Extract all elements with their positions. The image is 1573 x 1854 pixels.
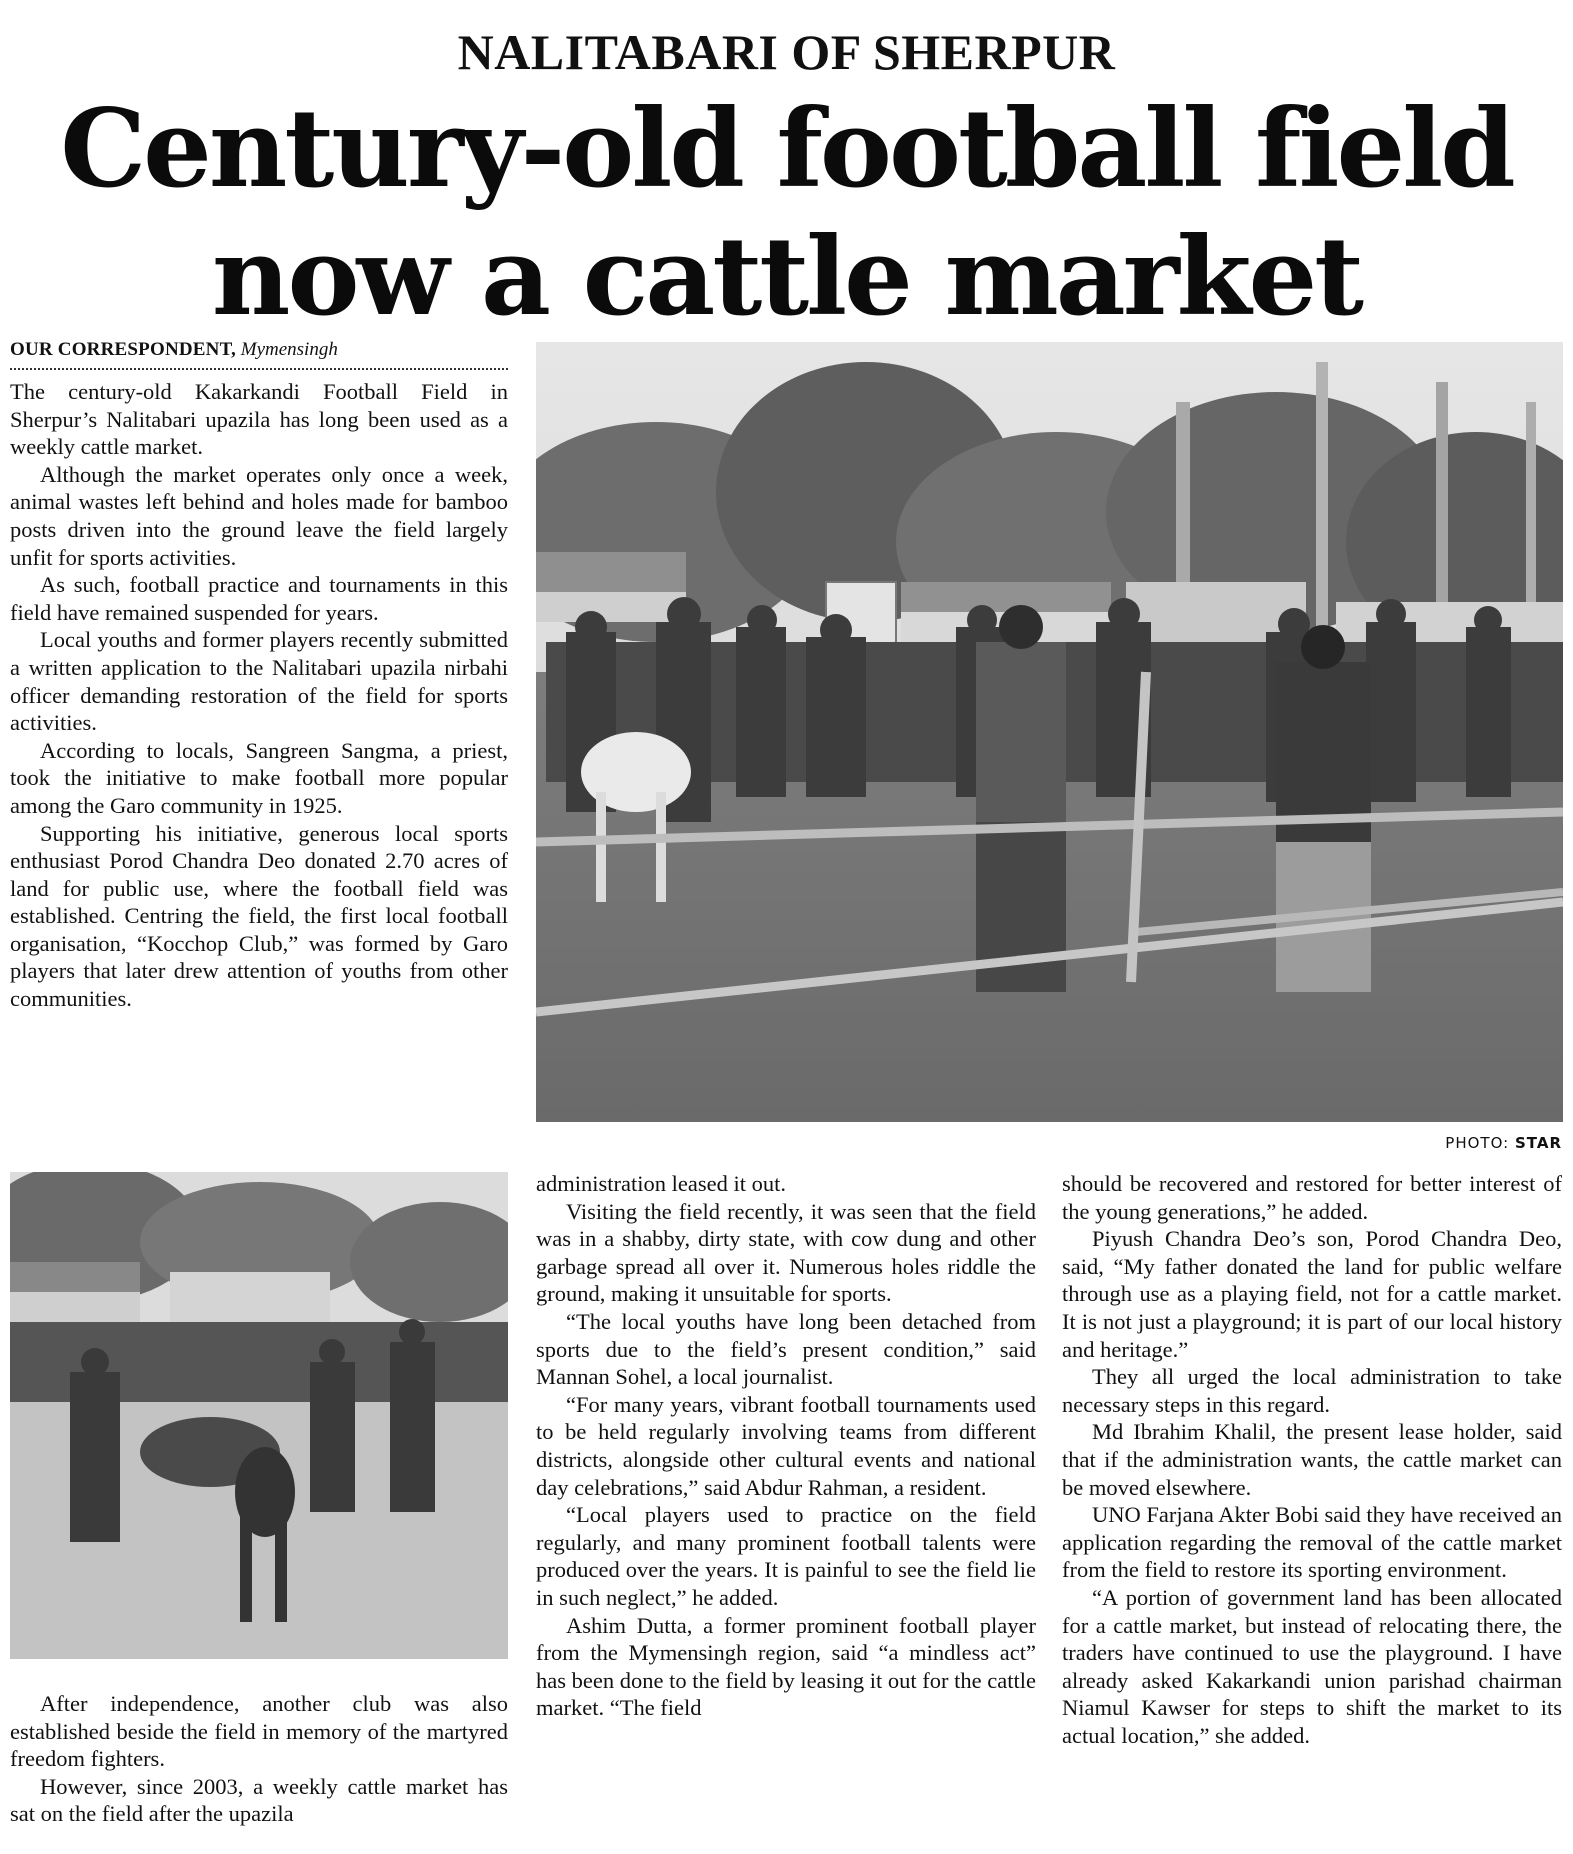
headline-line-1: Century-old football field — [60, 86, 1513, 212]
paragraph: Supporting his initiative, generous local sports enthusiast Porod Chandra Deo donated 2.70 acres of land for public use, where the football field was established. Centring the field, the first local football organisation, “Kocchop Club,” was formed by Garo players that later drew attention of youths from other communities. — [10, 820, 508, 1012]
headline — [0, 85, 1573, 341]
paragraph: However, since 2003, a weekly cattle market has sat on the field after the upazila — [10, 1773, 508, 1827]
paragraph: UNO Farjana Akter Bobi said they have received an application regarding the removal of the cattle market from the field to restore its sporting environment. — [1062, 1502, 1562, 1583]
paragraph: Visiting the field recently, it was seen that the field was in a shabby, dirty state, with cow dung and other garbage spread all over it. Numerous holes riddle the ground, making it unsuitable for sports. — [536, 1198, 1036, 1307]
paragraph: They all urged the local administration to take necessary steps in this regard. — [1062, 1364, 1562, 1417]
cattle-led-by-men-photo-icon — [10, 1172, 508, 1659]
byline-location: Mymensingh — [240, 339, 338, 360]
photo-credit-source: STAR — [1514, 1134, 1562, 1152]
paragraph: Although the market operates only once a week, animal wastes left behind and holes made for bamboo posts driven into the ground leave the field largely unfit for sports activities. — [10, 461, 508, 570]
photo-credit — [1300, 1134, 1562, 1152]
kicker: NALITABARI OF SHERPUR — [457, 24, 1116, 80]
paragraph: Piyush Chandra Deo’s son, Porod Chandra Deo, said, “My father donated the land for public welfare through use as a playing field, not for a cattle market. It is not just a playground; it is part of our local history and heritage.” — [1062, 1226, 1562, 1362]
paragraph: Ashim Dutta, a former prominent football player from the Mymensingh region, said “a mindless act” has been done to the field by leasing it out for the cattle market. “The field — [536, 1612, 1036, 1721]
cattle-market-crowd-photo-icon — [536, 342, 1563, 1122]
article-column-2 — [536, 1170, 1036, 1722]
paragraph: “Local players used to practice on the field regularly, and many prominent football talents were produced over the years. It is painful to see the field lie in such neglect,” he added. — [536, 1502, 1036, 1610]
paragraph: “A portion of government land has been allocated for a cattle market, but instead of relocating there, the traders have continued to use the playground. I have already asked Kakarkandi union parishad chairman Niamul Kawser for steps to shift the market to its actual location,” she added. — [1062, 1584, 1562, 1748]
paragraph: The century-old Kakarkandi Football Field in Sherpur’s Nalitabari upazila has long been used as a weekly cattle market. — [10, 379, 508, 460]
paragraph: should be recovered and restored for better interest of the young generations,” he added. — [1062, 1171, 1562, 1224]
headline-line-2: now a cattle market — [211, 214, 1362, 340]
byline — [10, 338, 508, 370]
paragraph: “The local youths have long been detached from sports due to the field’s present condition,” said Mannan Sohel, a local journalist. — [536, 1308, 1036, 1390]
article-column-1 — [10, 378, 508, 1013]
paragraph: Md Ibrahim Khalil, the present lease holder, said that if the administration wants, the cattle market can be moved elsewhere. — [1062, 1419, 1562, 1500]
paragraph: “For many years, vibrant football tournaments used to be held regularly involving teams from different districts, alongside other cultural events and national day celebrations,” said Abdur Rahman, a resident. — [536, 1391, 1036, 1500]
photo-credit-label: PHOTO: — [1445, 1134, 1510, 1152]
secondary-photo — [10, 1172, 508, 1659]
byline-author: OUR CORRESPONDENT, — [10, 339, 236, 360]
paragraph: As such, football practice and tournaments in this field have remained suspended for years. — [10, 572, 508, 625]
paragraph: Local youths and former players recently submitted a written application to the Nalitabari upazila nirbahi officer demanding restoration of the field for sports activities. — [10, 627, 508, 736]
paragraph: administration leased it out. — [536, 1171, 786, 1196]
article-column-1-continued — [10, 1690, 508, 1828]
main-photo — [536, 342, 1563, 1122]
article-column-3 — [1062, 1170, 1562, 1749]
paragraph: After independence, another club was also established beside the field in memory of the martyred freedom fighters. — [10, 1691, 508, 1772]
paragraph: According to locals, Sangreen Sangma, a priest, took the initiative to make football more popular among the Garo community in 1925. — [10, 737, 508, 818]
